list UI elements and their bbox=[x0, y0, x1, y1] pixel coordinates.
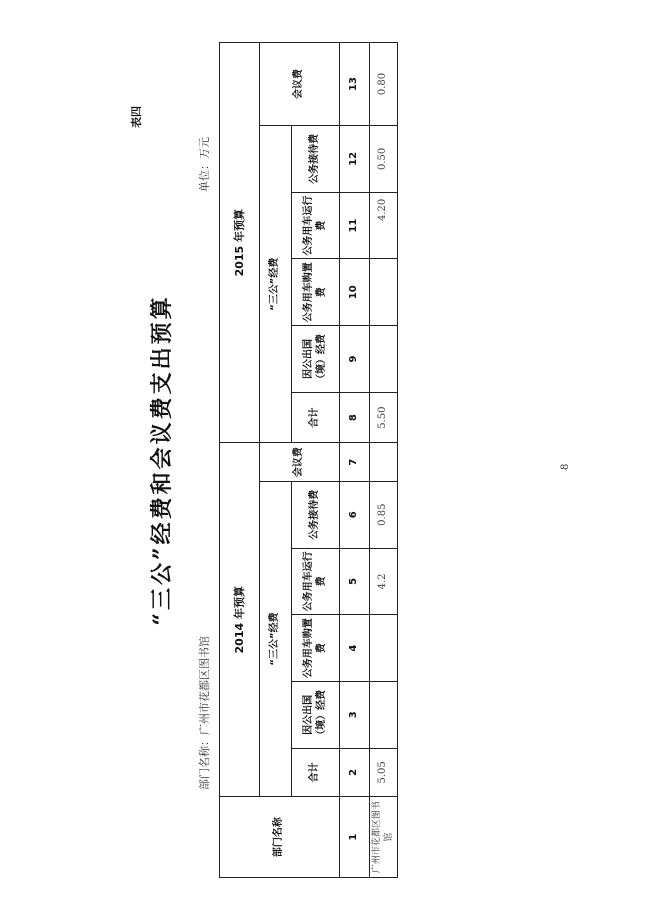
header-2014-vehicle-run: 公务用车运行费 bbox=[292, 548, 340, 615]
budget-table bbox=[219, 42, 398, 878]
value-2015-meeting: 0.80 bbox=[370, 43, 398, 126]
value-2014-vehicle-buy bbox=[370, 615, 398, 682]
index-cell: 4 bbox=[340, 615, 370, 682]
header-2014-vehicle-buy: 公务用车购置费 bbox=[292, 615, 340, 682]
value-2014-meeting bbox=[370, 443, 398, 481]
index-cell: 1 bbox=[340, 797, 370, 878]
value-2014-total: 5.05 bbox=[370, 748, 398, 797]
index-cell: 6 bbox=[340, 481, 370, 548]
header-2015-sangong: “三公”经费 bbox=[260, 126, 292, 443]
header-row-years bbox=[220, 43, 260, 878]
header-row-groups bbox=[260, 43, 292, 878]
unit-label: 单位：万元 bbox=[198, 137, 211, 192]
index-cell: 10 bbox=[340, 259, 370, 326]
header-2015-total: 合计 bbox=[292, 392, 340, 443]
index-cell: 3 bbox=[340, 681, 370, 748]
index-cell: 2 bbox=[340, 748, 370, 797]
department-line bbox=[196, 636, 212, 790]
header-2014-meeting: 会议费 bbox=[260, 443, 340, 481]
header-2014-total: 合计 bbox=[292, 748, 340, 797]
header-2015-budget: 2015 年预算 bbox=[220, 43, 260, 443]
value-2015-reception: 0.50 bbox=[370, 126, 398, 193]
header-2014-sangong: “三公”经费 bbox=[260, 481, 292, 796]
row-department-name: 广州市花都区图书馆 bbox=[370, 797, 398, 878]
header-2015-meeting: 会议费 bbox=[260, 43, 340, 126]
header-2014-reception: 公务接待费 bbox=[292, 481, 340, 548]
index-cell: 9 bbox=[340, 326, 370, 393]
value-2015-travel bbox=[370, 326, 398, 393]
header-2014-budget: 2014 年预算 bbox=[220, 443, 260, 797]
value-2014-reception: 0.85 bbox=[370, 481, 398, 548]
index-cell: 11 bbox=[340, 192, 370, 259]
index-cell: 12 bbox=[340, 126, 370, 193]
page-number: 8 bbox=[560, 463, 571, 470]
value-2015-vehicle-buy bbox=[370, 259, 398, 326]
index-cell: 13 bbox=[340, 43, 370, 126]
value-2014-travel bbox=[370, 681, 398, 748]
index-cell: 7 bbox=[340, 443, 370, 481]
value-2015-total: 5.50 bbox=[370, 392, 398, 443]
table-row bbox=[370, 43, 398, 878]
index-cell: 8 bbox=[340, 392, 370, 443]
value-2014-vehicle-run: 4.2 bbox=[370, 548, 398, 615]
index-row bbox=[340, 43, 370, 878]
index-cell: 5 bbox=[340, 548, 370, 615]
page-title: “三公”经费和会议费支出预算 bbox=[149, 294, 175, 626]
header-2015-vehicle-buy: 公务用车购置费 bbox=[292, 259, 340, 326]
header-2015-vehicle-run: 公务用车运行费 bbox=[292, 192, 340, 259]
header-department: 部门名称 bbox=[220, 797, 340, 878]
header-2015-reception: 公务接待费 bbox=[292, 126, 340, 193]
header-2014-travel: 因公出国（境）经费 bbox=[292, 681, 340, 748]
department-label: 部门名称： bbox=[198, 735, 211, 790]
table-tag: 表四 bbox=[130, 106, 143, 128]
department-value: 广州市花都区图书馆 bbox=[198, 636, 211, 735]
header-2015-travel: 因公出国（境）经费 bbox=[292, 326, 340, 393]
value-2015-vehicle-run: 4.20 bbox=[370, 192, 398, 259]
